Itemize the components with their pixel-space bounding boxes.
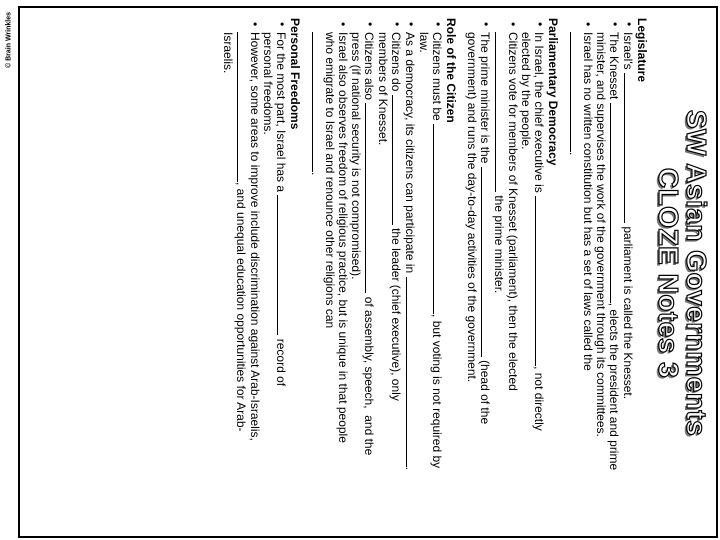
- page-subtitle: CLOZE Notes 3: [653, 167, 684, 379]
- list-item-continuation: Israelis.: [221, 32, 235, 74]
- copyright-strip: [0, 0, 18, 540]
- fill-in-blank[interactable]: [570, 32, 581, 152]
- list-item: • Israel's parliament is called the Knesset.: [621, 32, 635, 528]
- list-item: • In Israel, the chief executive is , not directly: [532, 32, 546, 528]
- list-item: • As a democracy, its citizens can participate in .: [403, 32, 417, 528]
- list-item-continuation: who emigrate to Israel and renounce other religions can: [323, 32, 337, 329]
- section-heading-freedoms: Personal Freedoms: [288, 18, 302, 130]
- list-item-continuation: .: [567, 32, 581, 528]
- section-heading-citizen: Role of the Citizen: [444, 18, 458, 123]
- list-item: • However, some areas to improve include discrimination against Arab-Israelis,: [248, 32, 261, 528]
- rotated-page: [20, 8, 716, 536]
- copyright-text: © Brain Wrinkles: [5, 12, 13, 68]
- list-item-continuation: .: [309, 32, 323, 528]
- list-item: • Israel has no written constitution but has a set of laws called the: [581, 32, 594, 528]
- citizen-list: [309, 18, 444, 528]
- list-item: • Citizens vote for members of Knesset (parliament), then the elected: [506, 32, 519, 528]
- list-item-continuation: press (if national security is not compromised).: [349, 32, 363, 280]
- list-item: • Israel also observes freedom of religious practice, but is unique in that people: [336, 32, 349, 528]
- legislature-list: [567, 18, 635, 528]
- fill-in-blank[interactable]: [481, 167, 492, 357]
- list-item-continuation: the prime minister.: [492, 32, 506, 528]
- fill-in-blank[interactable]: [277, 195, 288, 335]
- page-frame: [18, 6, 718, 538]
- list-item: • Citizens also of assembly, speech, and the: [362, 32, 376, 528]
- fill-in-blank[interactable]: [433, 124, 444, 314]
- list-item-continuation: personal freedoms.: [261, 32, 275, 135]
- list-item: • Citizens must be , but voting is not required by: [430, 32, 444, 528]
- section-heading-legislature: Legislature: [635, 18, 649, 83]
- section-heading-parliamentary: Parliamentary Democracy: [546, 18, 560, 166]
- page-title: SW Asian Governments: [681, 109, 712, 437]
- parliamentary-list: [465, 18, 546, 528]
- list-item-continuation: members of Knesset.: [376, 32, 390, 146]
- fill-in-blank[interactable]: [406, 277, 417, 467]
- list-item-continuation: government) and runs the day-to-day activities of the government.: [465, 32, 479, 383]
- list-item-continuation: elected by the people.: [519, 32, 533, 150]
- list-item: • For the most part, Israel has a record of: [274, 32, 288, 528]
- list-item-continuation: minister, and supervises the work of the government through its committees.: [594, 32, 608, 437]
- list-item-continuation: , and unequal education opportunities for Arab-: [234, 32, 248, 528]
- list-item: • The prime minister is the (head of the: [478, 32, 492, 528]
- fill-in-blank[interactable]: [624, 73, 635, 223]
- fill-in-blank[interactable]: [365, 103, 376, 293]
- fill-in-blank[interactable]: [312, 32, 323, 172]
- list-item-continuation: law.: [417, 32, 431, 53]
- fill-in-blank[interactable]: [535, 196, 546, 366]
- fill-in-blank[interactable]: [495, 32, 506, 192]
- list-item: • The Knesset , elects the president and prime: [607, 32, 621, 528]
- list-item: • Citizens do the leader (chief executive), only: [389, 32, 403, 528]
- fill-in-blank[interactable]: [237, 32, 248, 182]
- freedoms-list: [221, 18, 288, 528]
- fill-in-blank[interactable]: [392, 95, 403, 225]
- fill-in-blank[interactable]: [610, 103, 621, 303]
